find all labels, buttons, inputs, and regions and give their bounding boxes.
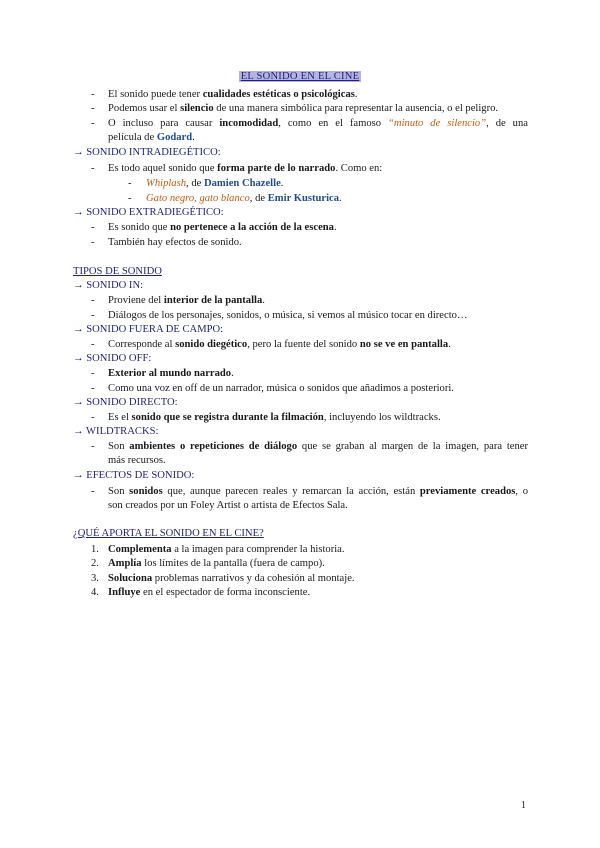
text: que se graban al margen de la imagen, para tener: [297, 441, 529, 452]
text: También hay efectos de sonido.: [108, 237, 242, 248]
text: , de una: [486, 118, 528, 129]
bullet-dash: -: [91, 339, 95, 350]
text: , de: [186, 178, 204, 189]
heading: → SONIDO IN:: [73, 280, 144, 291]
bullet-dash: -: [91, 368, 95, 379]
bold-text: sonido que se registra durante la filmación: [131, 412, 324, 423]
text: , incluyendo los wildtracks.: [323, 412, 441, 423]
bold-text: forma parte de lo narrado: [217, 163, 336, 174]
text: más recursos.: [108, 455, 166, 466]
text: .: [333, 222, 337, 233]
item-number: 4.: [91, 587, 99, 598]
text: Diálogos de los personajes, sonidos, o música, si vemos al músico tocar en directo…: [108, 310, 468, 321]
item-number: 3.: [91, 573, 99, 584]
bullet-dash: -: [128, 178, 132, 189]
film-title: Whiplash: [146, 178, 187, 189]
text: los límites de la pantalla (fuera de campo).: [141, 558, 325, 569]
text: Es sonido que: [108, 222, 171, 233]
text: a la imagen para comprender la historia.: [171, 544, 345, 555]
heading: ¿QUÉ APORTA EL SONIDO EN EL CINE?: [73, 528, 264, 539]
text: .: [354, 89, 358, 100]
bold-text: Exterior al mundo narrado: [108, 368, 232, 379]
quote-text: “minuto de silencio”: [388, 118, 487, 129]
bullet-dash: -: [91, 222, 95, 233]
text: O incluso para causar: [108, 118, 220, 129]
bullet-dash: -: [91, 486, 95, 497]
text: .: [192, 132, 195, 143]
page-number: 1: [521, 800, 526, 811]
text: Son: [108, 441, 130, 452]
text: Proviene del: [108, 295, 164, 306]
bullet-dash: -: [91, 383, 95, 394]
bold-text: Soluciona: [108, 573, 153, 584]
bullet-dash: -: [91, 412, 95, 423]
bold-text: sonido diegético: [175, 339, 248, 350]
heading: → WILDTRACKS:: [73, 426, 159, 437]
bold-text: interior de la pantalla: [163, 295, 263, 306]
title-wrap: [0, 71, 600, 82]
bold-text: Complementa: [108, 544, 172, 555]
bold-text: no se ve en pantalla: [359, 339, 449, 350]
text: Como una voz en off de un narrador, música o sonidos que añadimos a posteriori.: [108, 383, 454, 394]
text: que, aunque parecen reales y remarcan la acción, están: [162, 486, 420, 497]
bullet-dash: -: [91, 163, 95, 174]
text: película de: [108, 132, 157, 143]
bullet-dash: -: [91, 103, 95, 114]
director-name: Godard: [156, 132, 193, 143]
bullet-dash: -: [91, 118, 95, 129]
bold-text: cualidades estéticas o psicológicas: [202, 89, 355, 100]
text: Es el: [108, 412, 132, 423]
bullet-dash: -: [128, 193, 132, 204]
text: Es todo aquel sonido que: [108, 163, 218, 174]
item-number: 2.: [91, 558, 99, 569]
bold-text: ambientes o repeticiones de diálogo: [129, 441, 298, 452]
heading: → SONIDO DIRECTO:: [73, 397, 178, 408]
item-number: 1.: [91, 544, 99, 555]
director-name: Damien Chazelle: [203, 178, 281, 189]
text: Son: [108, 486, 130, 497]
heading: → SONIDO FUERA DE CAMPO:: [73, 324, 224, 335]
bold-text: previamente creados: [419, 486, 516, 497]
heading: → SONIDO EXTRADIEGÉTICO:: [73, 207, 224, 218]
text: .: [339, 193, 342, 204]
heading: TIPOS DE SONIDO: [73, 266, 162, 277]
page-title: EL SONIDO EN EL CINE: [240, 71, 360, 82]
director-name: Emir Kusturica: [267, 193, 340, 204]
film-title: Gato negro, gato blanco: [146, 193, 250, 204]
bullet-dash: -: [91, 89, 95, 100]
heading: → SONIDO INTRADIEGÉTICO:: [73, 147, 221, 158]
heading: → SONIDO OFF:: [73, 353, 152, 364]
text: , de: [249, 193, 268, 204]
text: , o: [515, 486, 528, 497]
bold-text: incomodidad: [219, 118, 279, 129]
bold-text: sonidos: [129, 486, 163, 497]
text: El sonido puede tener: [108, 89, 203, 100]
bullet-dash: -: [91, 310, 95, 321]
text: en el espectador de forma inconsciente.: [140, 587, 311, 598]
text: son creados por un Foley Artist o artista de Efectos Sala.: [108, 500, 348, 511]
heading: → EFECTOS DE SONIDO:: [73, 470, 195, 481]
text: de una manera simbólica para representar la ausencia, o el peligro.: [213, 103, 499, 114]
text: Podemos usar el: [108, 103, 181, 114]
bold-text: silencio: [180, 103, 214, 114]
text: .: [280, 178, 284, 189]
text: , como en el famoso: [278, 118, 389, 129]
bold-text: Influye: [108, 587, 141, 598]
text: .: [448, 339, 451, 350]
text: . Como en:: [335, 163, 383, 174]
text: problemas narrativos y da cohesión al montaje.: [152, 573, 355, 584]
text: .: [231, 368, 234, 379]
bullet-dash: -: [91, 295, 95, 306]
text: , pero la fuente del sonido: [247, 339, 360, 350]
bullet-dash: -: [91, 441, 95, 452]
text: .: [262, 295, 265, 306]
bold-text: no pertenece a la acción de la escena: [170, 222, 334, 233]
bullet-dash: -: [91, 237, 95, 248]
bold-text: Amplía: [108, 558, 142, 569]
text: Corresponde al: [108, 339, 176, 350]
